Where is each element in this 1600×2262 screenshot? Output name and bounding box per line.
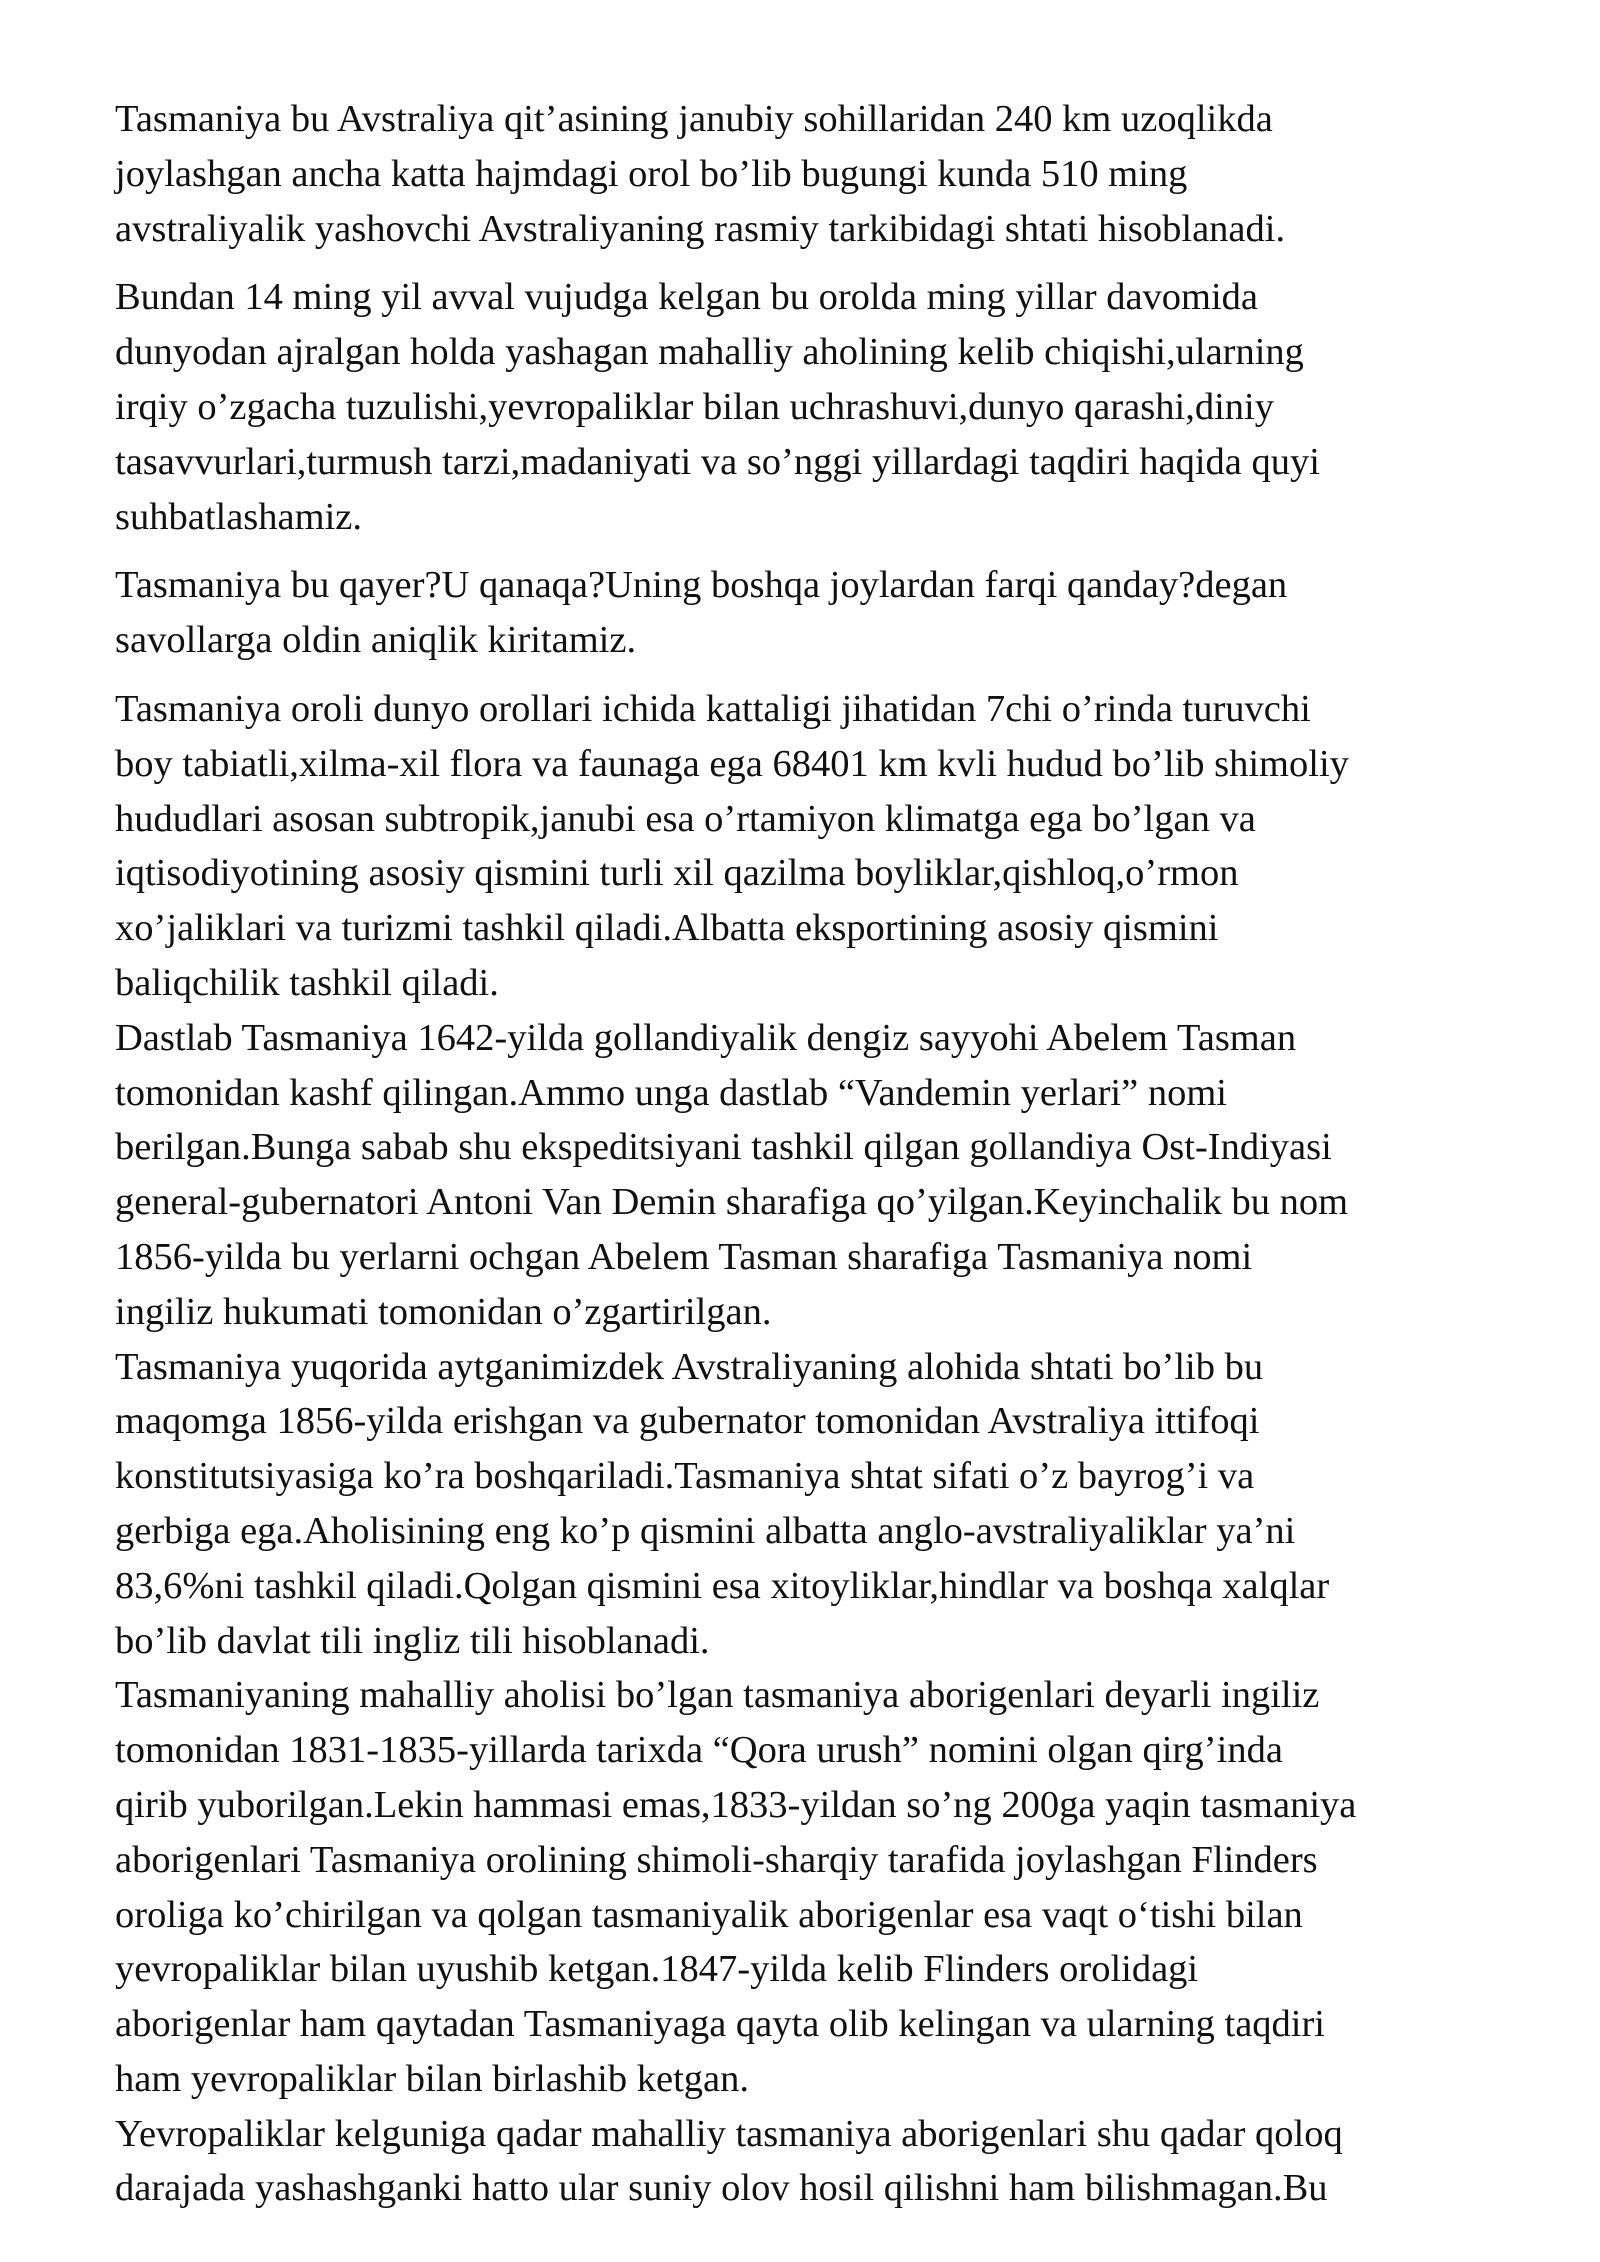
text-line: maqomga 1856-yilda erishgan va gubernator tomonidan Avstraliya ittifoqi [115, 1400, 1260, 1443]
text-line: ham yevropaliklar bilan birlashib ketgan. [115, 2057, 749, 2100]
text-line: Tasmaniya oroli dunyo orollari ichida kattaligi jihatidan 7chi o’rinda turuvchi [115, 687, 1311, 730]
text-line: 83,6%ni tashkil qiladi.Qolgan qismini esa xitoyliklar,hindlar va boshqa xalqlar [115, 1564, 1330, 1607]
text-line: Yevropaliklar kelguniga qadar mahalliy tasmaniya aborigenlari shu qadar qoloq [115, 2112, 1343, 2155]
text-line: Tasmaniya yuqorida aytganimizdek Avstraliyaning alohida shtati bo’lib bu [115, 1345, 1264, 1388]
text-line: irqiy o’zgacha tuzulishi,yevropaliklar bilan uchrashuvi,dunyo qarashi,diniy [115, 385, 1274, 428]
text-line: yevropaliklar bilan uyushib ketgan.1847-yilda kelib Flinders orolidagi [115, 1948, 1199, 1991]
text-line: savollarga oldin aniqlik kiritamiz. [115, 619, 637, 662]
paragraph-discovery [115, 1011, 1535, 1340]
paragraph-overview [115, 270, 1535, 544]
text-line: suhbatlashamiz. [115, 495, 362, 538]
text-line: joylashgan ancha katta hajmdagi orol bo’lib bugungi kunda 510 ming [115, 152, 1188, 195]
paragraph-state-status [115, 1340, 1535, 1669]
paragraph-geography [115, 682, 1535, 1011]
text-line: bo’lib davlat tili ingliz tili hisoblanadi. [115, 1619, 710, 1662]
text-line: ingiliz hukumati tomonidan o’zgartirilgan. [115, 1290, 772, 1333]
text-line: tomonidan 1831-1835-yillarda tarixda “Qora urush” nomini olgan qirg’inda [115, 1729, 1283, 1772]
text-line: oroliga ko’chirilgan va qolgan tasmaniyalik aborigenlar esa vaqt o‘tishi bilan [115, 1893, 1303, 1936]
text-line: qirib yuborilgan.Lekin hammasi emas,1833-yildan so’ng 200ga yaqin tasmaniya [115, 1783, 1357, 1826]
paragraph-precolonial [115, 2107, 1535, 2217]
document-body [115, 92, 1535, 2216]
text-line: konstitutsiyasiga ko’ra boshqariladi.Tasmaniya shtat sifati o’z bayrog’i va [115, 1455, 1255, 1498]
text-line: hududlari asosan subtropik,janubi esa o’rtamiyon klimatga ega bo’lgan va [115, 797, 1256, 840]
text-line: aborigenlar ham qaytadan Tasmaniyaga qayta olib kelingan va ularning taqdiri [115, 2003, 1326, 2046]
text-line: general-gubernatori Antoni Van Demin sharafiga qo’yilgan.Keyinchalik bu nom [115, 1181, 1349, 1224]
paragraph-intro [115, 92, 1535, 256]
text-line: xo’jaliklari va turizmi tashkil qiladi.Albatta eksportining asosiy qismini [115, 907, 1219, 950]
text-line: Bundan 14 ming yil avval vujudga kelgan bu orolda ming yillar davomida [115, 276, 1259, 319]
text-line: baliqchilik tashkil qiladi. [115, 961, 499, 1004]
text-line: Tasmaniya bu qayer?U qanaqa?Uning boshqa joylardan farqi qanday?degan [115, 564, 1288, 607]
text-line: Dastlab Tasmaniya 1642-yilda gollandiyalik dengiz sayyohi Abelem Tasman [115, 1016, 1297, 1059]
paragraph-aborigines [115, 1668, 1535, 2106]
text-line: gerbiga ega.Aholisining eng ko’p qismini albatta anglo-avstraliyaliklar ya’ni [115, 1509, 1296, 1552]
text-line: tasavvurlari,turmush tarzi,madaniyati va so’nggi yillardagi taqdiri haqida quyi [115, 440, 1320, 483]
text-line: Tasmaniyaning mahalliy aholisi bo’lgan tasmaniya aborigenlari deyarli ingiliz [115, 1674, 1320, 1717]
text-line: darajada yashashganki hatto ular suniy olov hosil qilishni ham bilishmagan.Bu [115, 2167, 1328, 2210]
text-line: dunyodan ajralgan holda yashagan mahalliy aholining kelib chiqishi,ularning [115, 331, 1304, 374]
text-line: Tasmaniya bu Avstraliya qit’asining janubiy sohillaridan 240 km uzoqlikda [115, 98, 1273, 140]
text-line: berilgan.Bunga sabab shu ekspeditsiyani tashkil qilgan gollandiya Ost-Indiyasi [115, 1126, 1332, 1169]
text-line: aborigenlari Tasmaniya orolining shimoli-sharqiy tarafida joylashgan Flinders [115, 1838, 1318, 1881]
text-line: boy tabiatli,xilma-xil flora va faunaga ega 68401 km kvli hudud bo’lib shimoliy [115, 742, 1349, 785]
text-line: tomonidan kashf qilingan.Ammo unga dastlab “Vandemin yerlari” nomi [115, 1071, 1227, 1114]
paragraph-questions [115, 558, 1535, 668]
text-line: iqtisodiyotining asosiy qismini turli xil qazilma boyliklar,qishloq,o’rmon [115, 852, 1239, 895]
text-line: avstraliyalik yashovchi Avstraliyaning rasmiy tarkibidagi shtati hisoblanadi. [115, 207, 1286, 250]
text-line: 1856-yilda bu yerlarni ochgan Abelem Tasman sharafiga Tasmaniya nomi [115, 1235, 1253, 1278]
